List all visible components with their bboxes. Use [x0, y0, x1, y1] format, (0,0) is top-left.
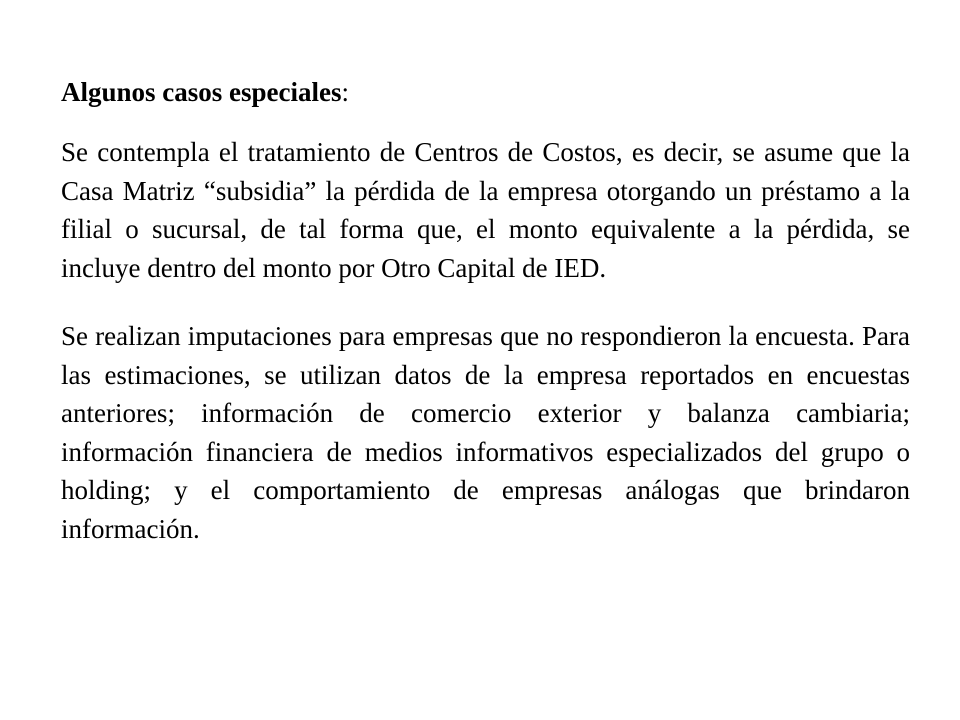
heading-colon: :	[341, 77, 350, 107]
paragraph-cost-centers: Se contempla el tratamiento de Centros de Costos, es decir, se asume que la Casa Matriz “subsidia” la pérdida de la empresa otorgando un préstamo a la filial o sucursal, de tal forma que, el monto equivalente a la pérdida, se incluye dentro del monto por Otro Capital de IED.	[61, 137, 910, 283]
heading-title: Algunos casos especiales	[61, 77, 342, 107]
slide-content	[61, 72, 910, 548]
paragraph-imputations: Se realizan imputaciones para empresas que no respondieron la encuesta. Para las estimaciones, se utilizan datos de la empresa reportados en encuestas anteriores; información de comercio exterior y balanza cambiaria; información financiera de medios informativos especializados del grupo o holding; y el comportamiento de empresas análogas que brindaron información.	[61, 321, 910, 544]
slide-heading	[61, 72, 910, 112]
